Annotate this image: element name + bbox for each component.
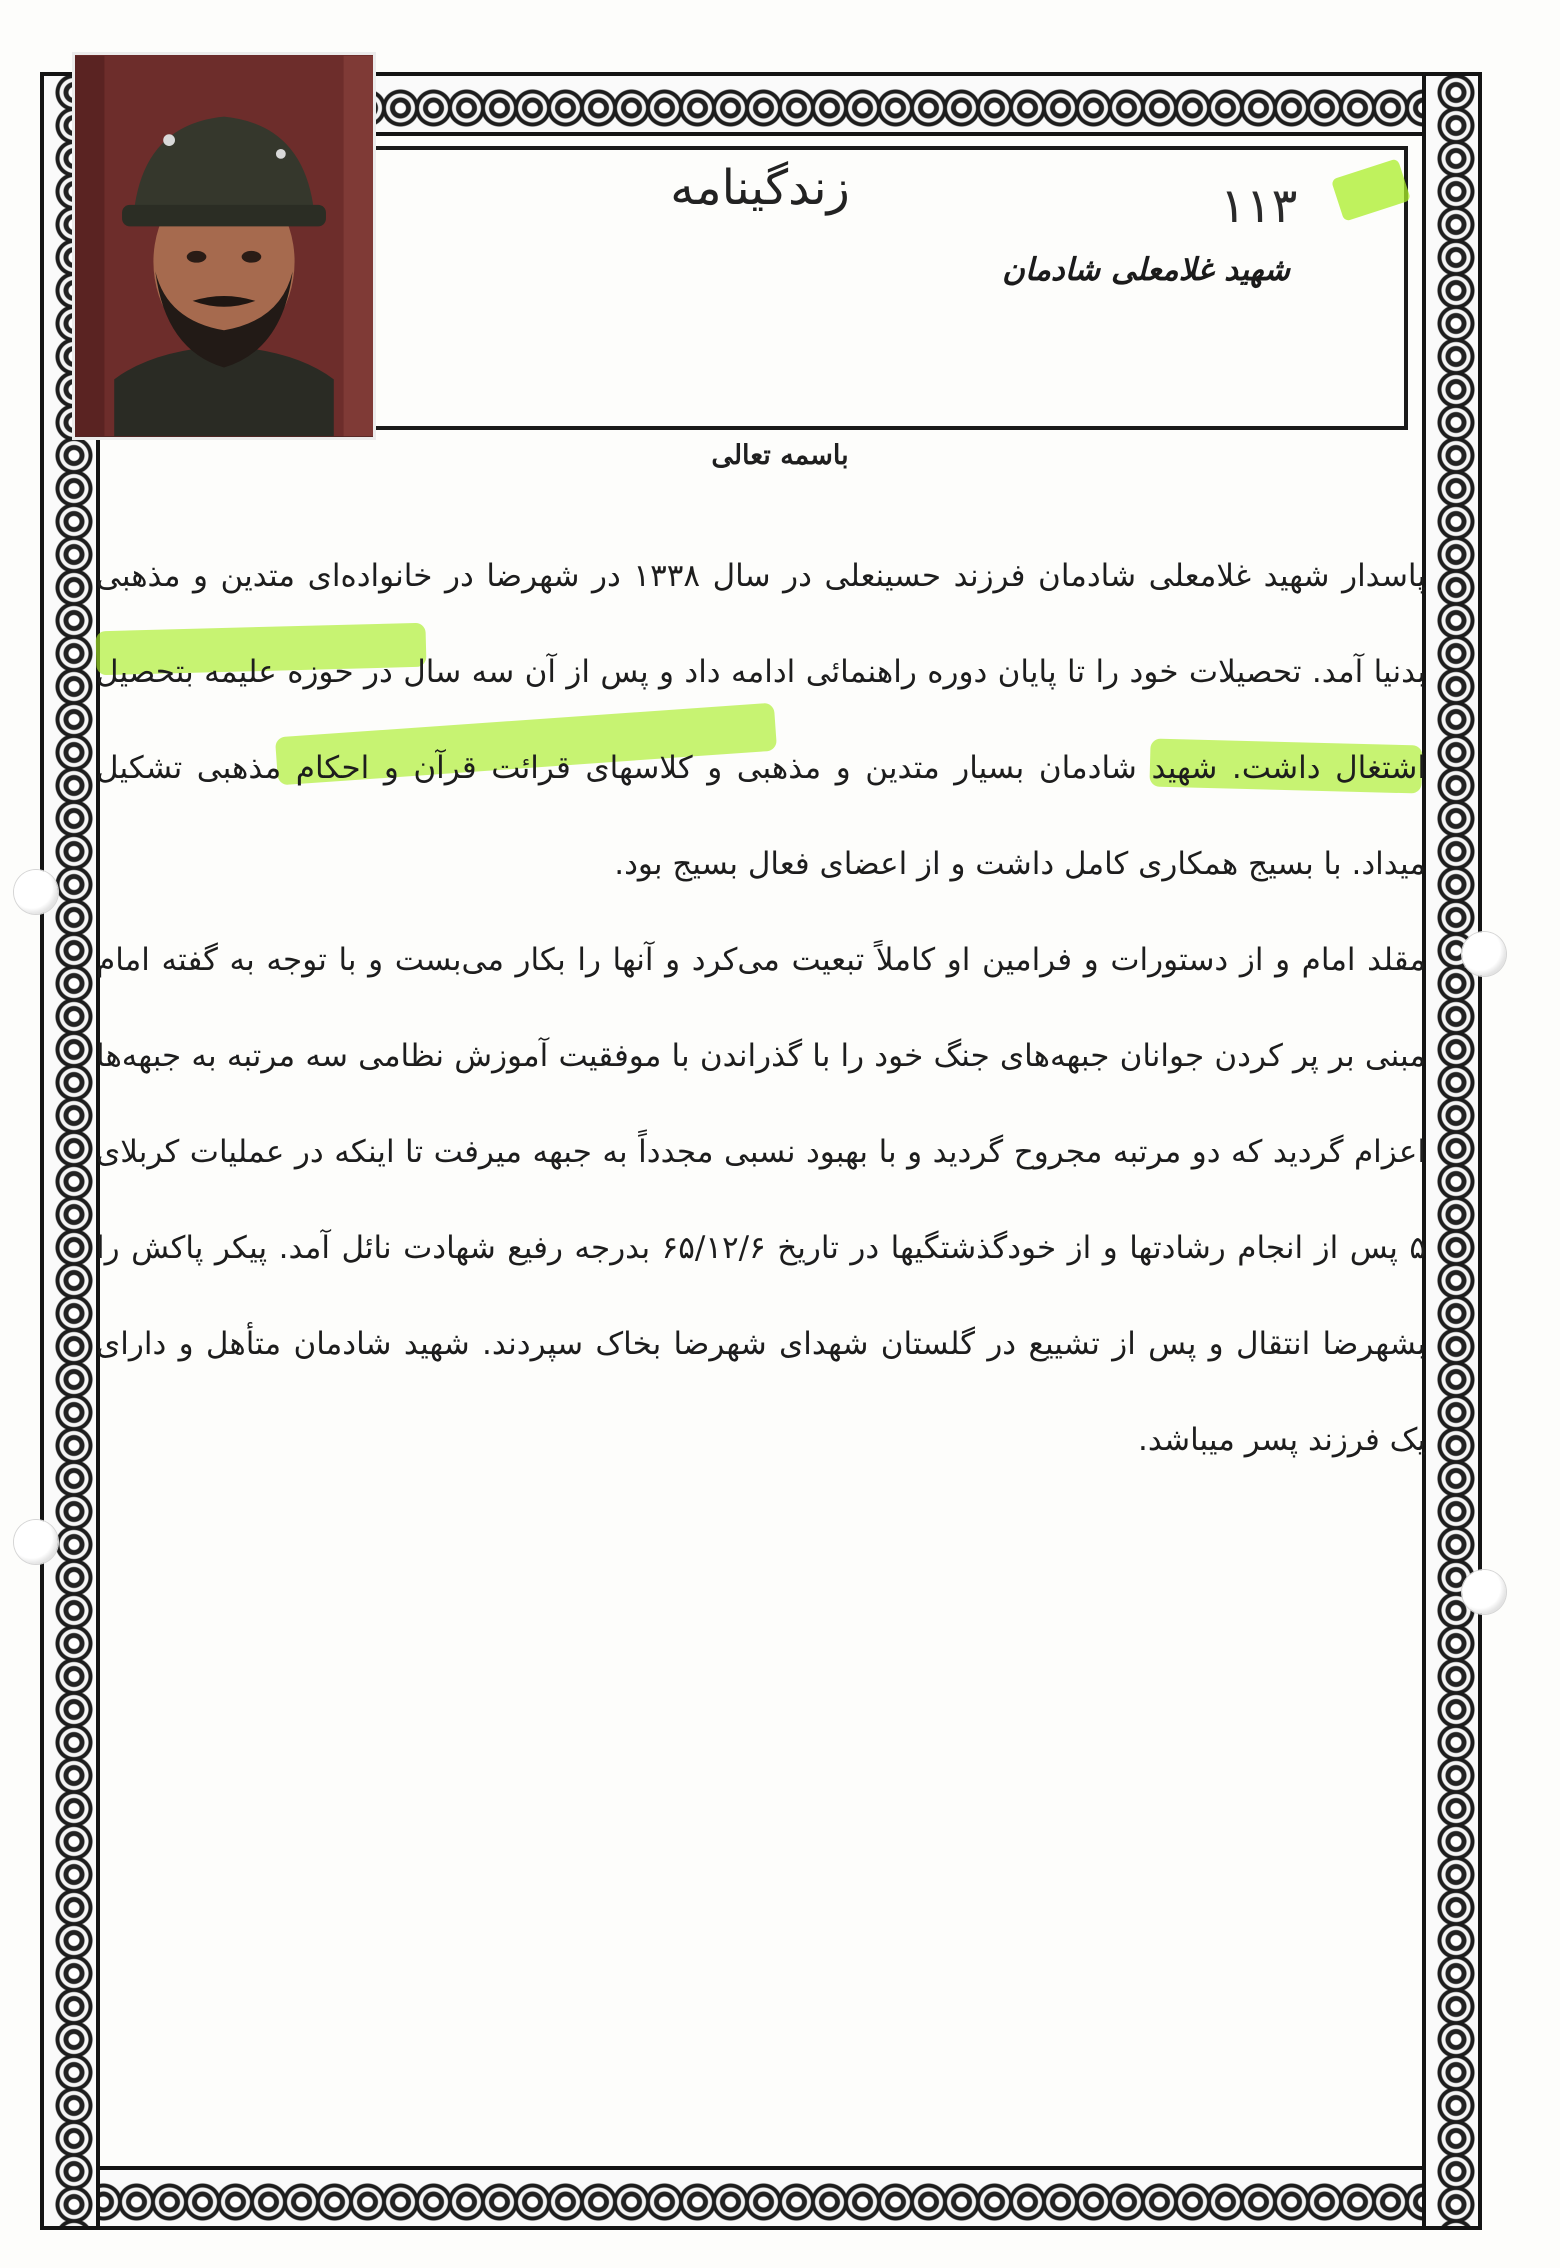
- page-number: ۱۱۳: [1220, 178, 1298, 234]
- document-title: زندگینامه: [670, 160, 850, 216]
- martyr-name: شهید غلامعلی شادمان: [1002, 252, 1290, 288]
- invocation: باسمه تعالی: [711, 440, 849, 471]
- portrait-icon: [75, 55, 373, 437]
- punch-hole: [14, 1520, 58, 1564]
- paragraph: پاسدار شهید غلامعلی شادمان فرزند حسینعلی در سال ۱۳۳۸ در شهرضا در خانواده‌ای متدین و مذهبی بدنیا آمد. تحصیلات خود را تا پایان دوره راهنمائی ادامه داد و پس از آن سه سال در حوزه علیمه بتحصیل اشتغال داشت. شهید شادمان بسیار متدین و مذهبی و کلاسهای قرائت قرآن و احکام مذهبی تشکیل میداد. با بسیج همکاری کامل داشت و از اعضای فعال بسیج بود.: [96, 558, 1427, 882]
- punch-hole: [1462, 932, 1506, 976]
- punch-hole: [14, 870, 58, 914]
- biography-text: [96, 528, 1426, 1488]
- portrait-photo: [72, 52, 376, 440]
- ornamental-border-right: [1422, 72, 1482, 2230]
- ornamental-border-bottom: [50, 2166, 1482, 2230]
- punch-hole: [1462, 1570, 1506, 1614]
- paragraph: مقلد امام و از دستورات و فرامین او کاملاً تبعیت می‌کرد و آنها را بکار می‌بست و با توجه به گفته امام مبنی بر پر کردن جوانان جبهه‌های جنگ خود را با گذراندن با موفقیت آموزش نظامی سه مرتبه به جبهه‌ها اعزام گردید که دو مرتبه مجروح گردید و با بهبود نسبی مجدداً به جبهه میرفت تا اینکه در عملیات کربلای ۵ پس از انجام رشادتها و از خودگذشتگیها در تاریخ ۶۵/۱۲/۶ بدرجه رفیع شهادت نائل آمد. پیکر پاکش را بشهرضا انتقال و پس از تشییع در گلستان شهدای شهرضا بخاک سپردند. شهید شادمان متأهل و دارای یک فرزند پسر میباشد.: [96, 942, 1427, 1458]
